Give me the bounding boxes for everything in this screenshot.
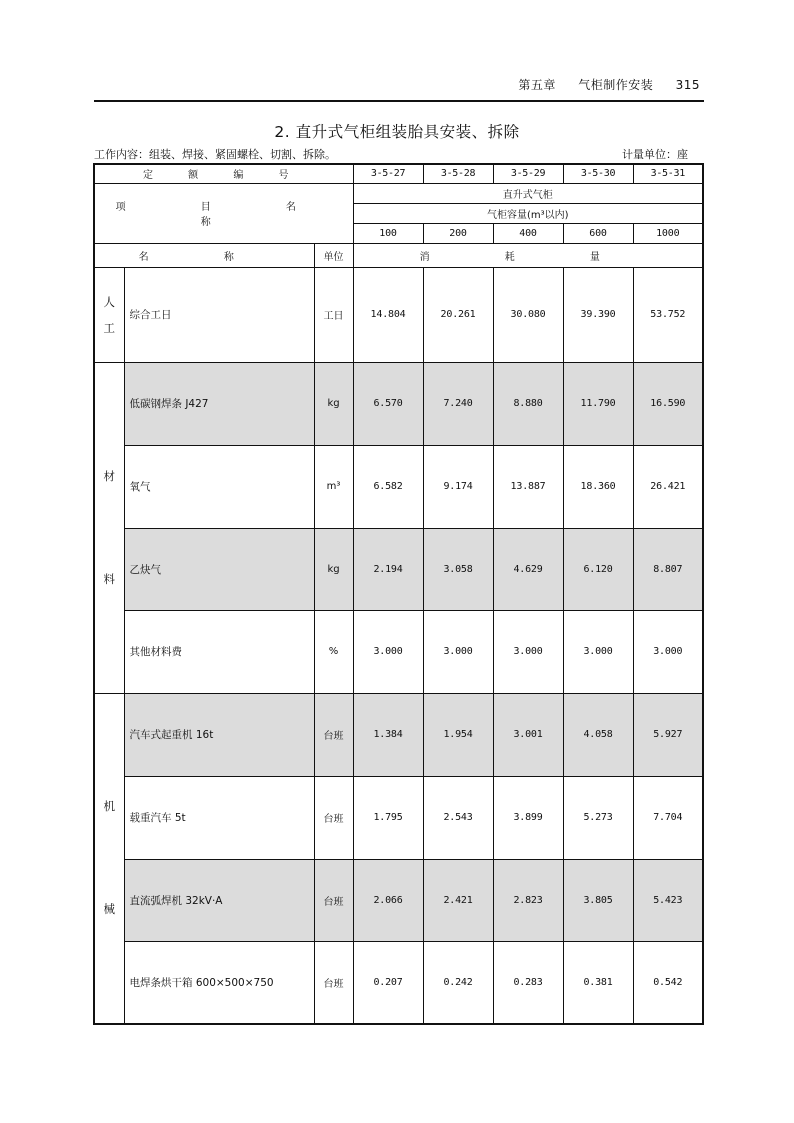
work-content: 工作内容：组装、焊接、紧固螺栓、切割、拆除。 (94, 148, 336, 161)
item-name: 载重汽车 5t (124, 776, 314, 859)
consumption-value: 3.000 (353, 610, 423, 693)
consumption-value: 5.423 (633, 859, 703, 941)
item-unit: m³ (314, 445, 353, 528)
consumption-value: 13.887 (493, 445, 563, 528)
consumption-value: 0.242 (423, 941, 493, 1024)
item-unit: kg (314, 528, 353, 610)
consumption-value: 3.000 (423, 610, 493, 693)
capacity-value: 1000 (633, 223, 703, 243)
consumption-row (94, 362, 703, 445)
capacity-value: 600 (563, 223, 633, 243)
consumption-value: 3.058 (423, 528, 493, 610)
type-row (94, 183, 703, 203)
consumption-row (94, 267, 703, 362)
category-cell (94, 362, 124, 693)
item-unit: 工日 (314, 267, 353, 362)
consumption-value: 0.283 (493, 941, 563, 1024)
consumption-value: 2.823 (493, 859, 563, 941)
item-name: 低碳钢焊条 J427 (124, 362, 314, 445)
quota-code: 3-5-30 (563, 164, 633, 183)
item-name: 直流弧焊机 32kV·A (124, 859, 314, 941)
capacity-label: 气柜容量(m³以内) (353, 203, 703, 223)
consumption-value: 6.120 (563, 528, 633, 610)
quota-code: 3-5-29 (493, 164, 563, 183)
header-rule (94, 100, 704, 102)
consumption-value: 7.240 (423, 362, 493, 445)
category-cell (94, 267, 124, 362)
consumption-value: 0.542 (633, 941, 703, 1024)
consumption-value: 2.066 (353, 859, 423, 941)
quota-code-row (94, 164, 703, 183)
consumption-row (94, 776, 703, 859)
consumption-value: 3.001 (493, 693, 563, 776)
item-unit: 台班 (314, 776, 353, 859)
running-head (500, 76, 700, 93)
consumption-value: 3.805 (563, 859, 633, 941)
item-name: 汽车式起重机 16t (124, 693, 314, 776)
consumption-row (94, 941, 703, 1024)
unit-note: 计量单位：座 (622, 148, 688, 161)
consumption-value: 5.927 (633, 693, 703, 776)
category-label: 材 料 (103, 468, 115, 586)
consumption-value: 6.582 (353, 445, 423, 528)
consumption-value: 3.000 (493, 610, 563, 693)
consumption-value: 26.421 (633, 445, 703, 528)
item-name: 氧气 (124, 445, 314, 528)
consumption-value: 9.174 (423, 445, 493, 528)
capacity-value: 200 (423, 223, 493, 243)
quota-code: 3-5-27 (353, 164, 423, 183)
consumption-row (94, 859, 703, 941)
capacity-value: 400 (493, 223, 563, 243)
consumption-value: 39.390 (563, 267, 633, 362)
section-label: 气柜制作安装 (578, 78, 654, 92)
name-header: 名 称 (94, 243, 314, 267)
consumption-value: 1.384 (353, 693, 423, 776)
consumption-value: 11.790 (563, 362, 633, 445)
category-label: 机 械 (103, 799, 115, 917)
consumption-value: 3.899 (493, 776, 563, 859)
consumption-value: 4.058 (563, 693, 633, 776)
capacity-value: 100 (353, 223, 423, 243)
consumption-value: 7.704 (633, 776, 703, 859)
chapter-label: 第五章 (518, 78, 556, 92)
item-name: 其他材料费 (124, 610, 314, 693)
consumption-value: 8.880 (493, 362, 563, 445)
quota-code: 3-5-28 (423, 164, 493, 183)
consumption-value: 1.954 (423, 693, 493, 776)
consumption-row (94, 693, 703, 776)
type-label: 直升式气柜 (353, 183, 703, 203)
item-name-label: 项 目 名 称 (94, 183, 353, 243)
consumption-row (94, 528, 703, 610)
consumption-value: 3.000 (633, 610, 703, 693)
consumption-value: 30.080 (493, 267, 563, 362)
consumption-value: 18.360 (563, 445, 633, 528)
item-unit: kg (314, 362, 353, 445)
category-label: 人 工 (103, 294, 115, 335)
consumption-value: 3.000 (563, 610, 633, 693)
item-name: 乙炔气 (124, 528, 314, 610)
consumption-value: 1.795 (353, 776, 423, 859)
unit-header: 单位 (314, 243, 353, 267)
consumption-value: 53.752 (633, 267, 703, 362)
consumption-value: 0.381 (563, 941, 633, 1024)
quota-table (93, 163, 704, 1025)
item-name: 电焊条烘干箱 600×500×750 (124, 941, 314, 1024)
consumption-row (94, 610, 703, 693)
item-unit: 台班 (314, 941, 353, 1024)
consumption-value: 8.807 (633, 528, 703, 610)
consumption-row (94, 445, 703, 528)
consumption-value: 2.194 (353, 528, 423, 610)
item-name: 综合工日 (124, 267, 314, 362)
quota-code: 3-5-31 (633, 164, 703, 183)
consumption-header: 消 耗 量 (353, 243, 703, 267)
item-unit: 台班 (314, 859, 353, 941)
consumption-value: 2.421 (423, 859, 493, 941)
consumption-value: 4.629 (493, 528, 563, 610)
item-unit: % (314, 610, 353, 693)
consumption-value: 6.570 (353, 362, 423, 445)
category-cell (94, 693, 124, 1024)
page-title: 2. 直升式气柜组装胎具安装、拆除 (274, 123, 520, 141)
quota-code-label: 定 额 编 号 (94, 164, 353, 183)
consumption-value: 5.273 (563, 776, 633, 859)
consumption-value: 20.261 (423, 267, 493, 362)
consumption-value: 0.207 (353, 941, 423, 1024)
consumption-value: 16.590 (633, 362, 703, 445)
column-header-row (94, 243, 703, 267)
consumption-value: 2.543 (423, 776, 493, 859)
page-number: 315 (675, 78, 700, 92)
consumption-value: 14.804 (353, 267, 423, 362)
item-unit: 台班 (314, 693, 353, 776)
